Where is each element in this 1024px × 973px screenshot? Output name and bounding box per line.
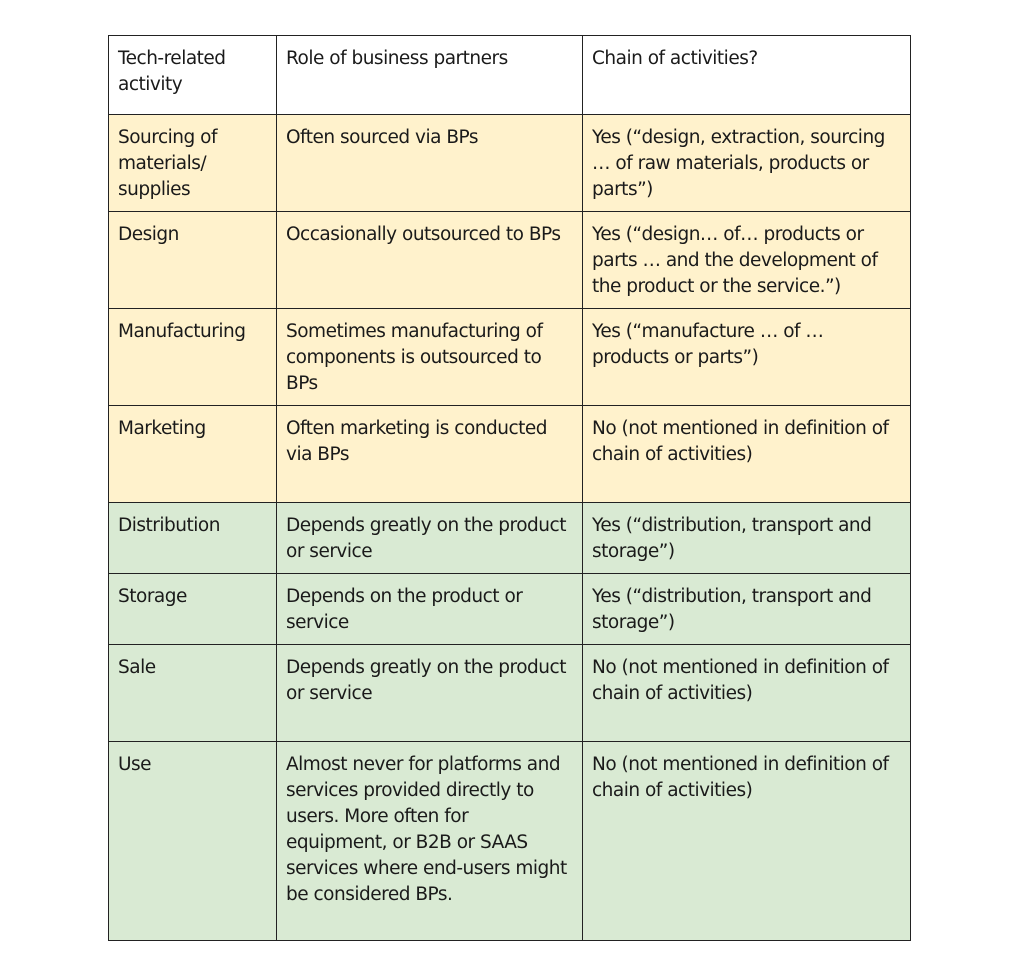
chain-cell: Yes (“design… of… products or parts … and the development of the product or the service.”): [583, 212, 911, 309]
role-cell: Often sourced via BPs: [277, 115, 583, 212]
table-row: [109, 742, 911, 941]
header-chain: Chain of activities?: [583, 36, 911, 115]
table-row: [109, 309, 911, 406]
activity-cell: Sourcing of materials/ supplies: [109, 115, 277, 212]
table-row: [109, 115, 911, 212]
table-header-row: [109, 36, 911, 115]
activity-cell: Sale: [109, 645, 277, 742]
header-role: Role of business partners: [277, 36, 583, 115]
role-cell: Depends greatly on the product or service: [277, 503, 583, 574]
chain-cell: No (not mentioned in definition of chain of activities): [583, 645, 911, 742]
role-cell: Sometimes manufacturing of components is outsourced to BPs: [277, 309, 583, 406]
chain-cell: Yes (“distribution, transport and storage”): [583, 574, 911, 645]
activity-cell: Distribution: [109, 503, 277, 574]
role-cell: Depends on the product or service: [277, 574, 583, 645]
activity-cell: Manufacturing: [109, 309, 277, 406]
activity-cell: Design: [109, 212, 277, 309]
role-cell: Depends greatly on the product or service: [277, 645, 583, 742]
table-row: [109, 212, 911, 309]
chain-cell: Yes (“distribution, transport and storage”): [583, 503, 911, 574]
table-row: [109, 574, 911, 645]
chain-cell: No (not mentioned in definition of chain of activities): [583, 406, 911, 503]
activity-cell: Storage: [109, 574, 277, 645]
header-activity: Tech-related activity: [109, 36, 277, 115]
activity-cell: Marketing: [109, 406, 277, 503]
table-row: [109, 406, 911, 503]
table-row: [109, 503, 911, 574]
activity-cell: Use: [109, 742, 277, 941]
activities-table: [108, 35, 911, 941]
role-cell: Almost never for platforms and services provided directly to users. More often for equipment, or B2B or SAAS services where end-users might be considered BPs.: [277, 742, 583, 941]
table-row: [109, 645, 911, 742]
chain-cell: Yes (“manufacture … of … products or parts”): [583, 309, 911, 406]
role-cell: Often marketing is conducted via BPs: [277, 406, 583, 503]
chain-cell: No (not mentioned in definition of chain of activities): [583, 742, 911, 941]
chain-cell: Yes (“design, extraction, sourcing … of raw materials, products or parts”): [583, 115, 911, 212]
role-cell: Occasionally outsourced to BPs: [277, 212, 583, 309]
